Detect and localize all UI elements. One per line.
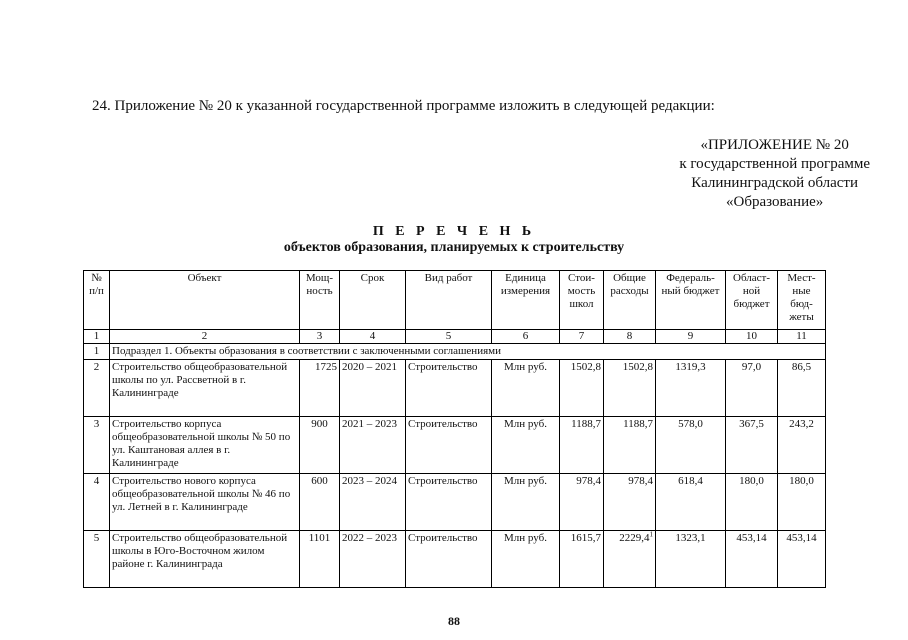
section-number: 1 [84,344,110,360]
power-value: 900 [300,417,340,474]
objects-table [83,270,826,588]
work-type: Строительство [406,474,492,531]
term-value: 2023 – 2024 [340,474,406,531]
table-row [84,531,826,588]
power-value: 1725 [300,360,340,417]
header-cell: № п/п [84,271,110,330]
unit-value: Млн руб. [492,360,560,417]
section-row [84,344,826,360]
work-type: Строительство [406,417,492,474]
header-cell: Област-ной бюджет [726,271,778,330]
document-title: П Е Р Е Ч Е Н Ь [372,224,536,239]
row-number: 5 [84,531,110,588]
federal-value: 1319,3 [656,360,726,417]
total-amount: 1502,8 [622,361,653,373]
cost-value: 978,4 [560,474,604,531]
federal-value: 1323,1 [656,531,726,588]
appendix-line: «ПРИЛОЖЕНИЕ № 20 [700,137,849,153]
column-number: 10 [726,330,778,344]
unit-value: Млн руб. [492,417,560,474]
total-value [604,360,656,417]
local-value: 453,14 [778,531,826,588]
work-type: Строительство [406,531,492,588]
column-number: 11 [778,330,826,344]
row-number: 4 [84,474,110,531]
regional-value: 97,0 [726,360,778,417]
work-type: Строительство [406,360,492,417]
power-value: 600 [300,474,340,531]
header-cell: Срок [340,271,406,330]
header-cell: Мощ-ность [300,271,340,330]
header-cell: Общие расходы [604,271,656,330]
column-number: 6 [492,330,560,344]
header-cell: Стои-мость школ [560,271,604,330]
object-name: Строительство нового корпуса общеобразовательной школы № 46 по ул. Летней в г. Калининграде [110,474,300,531]
regional-value: 180,0 [726,474,778,531]
header-cell: Федераль-ный бюджет [656,271,726,330]
column-number: 9 [656,330,726,344]
regional-value: 367,5 [726,417,778,474]
table-row [84,417,826,474]
table-header-row [84,271,826,330]
column-number: 5 [406,330,492,344]
local-value: 86,5 [778,360,826,417]
total-value [604,417,656,474]
appendix-line: «Образование» [726,194,824,210]
column-number-row [84,330,826,344]
page-number: 88 [448,614,460,628]
appendix-line: Калининградской области [691,175,859,191]
table-row [84,474,826,531]
column-number: 3 [300,330,340,344]
header-cell: Объект [110,271,300,330]
total-value [604,474,656,531]
object-name: Строительство общеобразовательной школы по ул. Рассветной в г. Калининграде [110,360,300,417]
total-value [604,531,656,588]
row-number: 3 [84,417,110,474]
appendix-header [679,136,870,212]
document-subtitle: объектов образования, планируемых к строительству [283,240,625,255]
table-row [84,360,826,417]
section-label: Подраздел 1. Объекты образования в соответствии с заключенными соглашениями [110,344,826,360]
row-number: 2 [84,360,110,417]
object-name: Строительство общеобразовательной школы в Юго-Восточном жилом районе г. Калининграда [110,531,300,588]
local-value: 180,0 [778,474,826,531]
total-amount: 1188,7 [623,418,653,430]
total-amount: 978,4 [628,475,653,487]
cost-value: 1188,7 [560,417,604,474]
column-number: 4 [340,330,406,344]
term-value: 2022 – 2023 [340,531,406,588]
header-cell: Вид работ [406,271,492,330]
intro-paragraph: 24. Приложение № 20 к указанной государственной программе изложить в следующей редакции: [92,98,715,114]
column-number: 7 [560,330,604,344]
federal-value: 578,0 [656,417,726,474]
header-cell: Единица измерения [492,271,560,330]
object-name: Строительство корпуса общеобразовательной школы № 50 по ул. Каштановая аллея в г. Калининграде [110,417,300,474]
term-value: 2021 – 2023 [340,417,406,474]
cost-value: 1502,8 [560,360,604,417]
footnote-mark: 1 [649,530,653,539]
header-cell: Мест-ные бюд-жеты [778,271,826,330]
regional-value: 453,14 [726,531,778,588]
column-number: 1 [84,330,110,344]
local-value: 243,2 [778,417,826,474]
unit-value: Млн руб. [492,474,560,531]
federal-value: 618,4 [656,474,726,531]
total-amount: 2229,4 [619,532,650,544]
column-number: 8 [604,330,656,344]
column-number: 2 [110,330,300,344]
term-value: 2020 – 2021 [340,360,406,417]
power-value: 1101 [300,531,340,588]
cost-value: 1615,7 [560,531,604,588]
unit-value: Млн руб. [492,531,560,588]
appendix-line: к государственной программе [679,156,870,172]
